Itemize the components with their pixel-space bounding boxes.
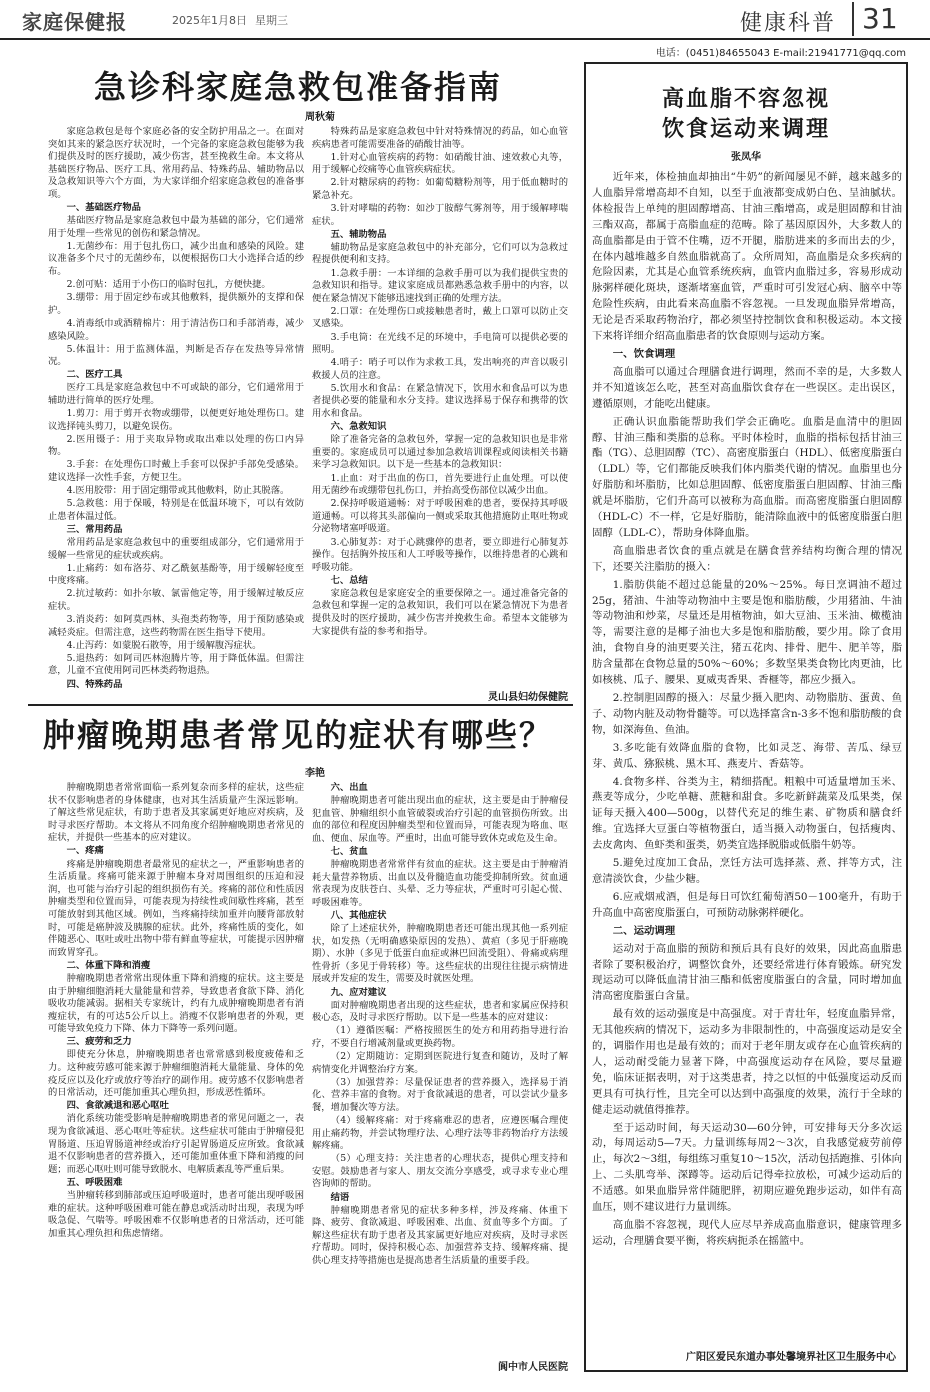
section-heading: 二、医疗工具 — [66, 369, 123, 381]
sidebar-title-line1: 高血脂不容忽视 — [661, 86, 830, 112]
paragraph: 3.多吃能有效降血脂的食物，比如灵芝、海带、苦瓜、绿豆芽、黄瓜、猕猴桃、黑木耳、燕麦片、香菇等。 — [592, 741, 902, 770]
paragraph: 5.急救毯：用于保暖，特别是在低温环境下，可以有效防止患者体温过低。 — [48, 498, 304, 522]
section-heading: 七、总结 — [330, 574, 368, 586]
section-heading: 八、其他症状 — [330, 909, 387, 921]
paragraph: 肿瘤晚期患者常常伴有贫血的症状。这主要是由于肿瘤消耗大量营养物质、出血以及骨髓造血功能受抑制所致。贫血通常表现为皮肤苍白、头晕、乏力等症状，严重时可引起心慌、呼吸困难等。 — [312, 859, 568, 908]
article-divider — [28, 704, 573, 706]
paragraph: 即使充分休息，肿瘤晚期患者也常常感到极度疲倦和乏力。这种疲劳感可能来源于肿瘤细胞消耗大量能量、身体的免疫反应以及化疗或放疗等治疗的副作用。疲劳感不仅影响患者的日常活动，还可能加重其心理负担，形成恶性循环。 — [48, 1049, 304, 1099]
section-name: 健康科普 — [740, 11, 837, 36]
section-heading: 六、出血 — [330, 782, 368, 793]
sidebar-author: 张凤华 — [731, 152, 761, 163]
paragraph: 高血脂可以通过合理膳食进行调理，然而不幸的是，大多数人并不知道该怎么吃，甚至对高血脂饮食存在一些误区。走出误区，遵循原则，才能吃出健康。 — [592, 365, 902, 410]
paragraph: 最有效的运动强度是中高强度。对于青壮年，轻度血脂异常，无其他疾病的情况下，运动多为非限制性的，中高强度运动是安全的，调脂作用也是最有效的；而对于老年朋友或存在心血管疾病的人，运动耐受能力显著下降，中高强度运动存在风险，要尽量避免，临床证据表明，对于这类患者，持之以恒的中低强度运动反而更具有可执行性，且完全可以达到中高强度的效果，流行于全球的健走运动就值得推荐。 — [592, 1008, 902, 1116]
paragraph: 4.消毒纸巾或酒精棉片：用于清洁伤口和手部消毒，减少感染风险。 — [48, 317, 304, 342]
article1-title: 急诊科家庭急救包准备指南 — [93, 68, 502, 106]
paragraph: 4.止泻药：如蒙脱石散等，用于缓解腹泻症状。 — [66, 639, 262, 651]
paragraph: 2.针对糖尿病的药物：如葡萄糖粉剂等，用于低血糖时的紧急补充。 — [312, 177, 568, 201]
paragraph: 3.消炎药：如阿莫西林、头孢类药物等，用于预防感染或减轻炎症。但需注意，这些药物需在医生指导下使用。 — [48, 614, 304, 638]
issue-date — [172, 12, 288, 28]
paragraph: 正确认识血脂能帮助我们学会正确吃。血脂是血清中的胆固醇、甘油三酯和类脂的总称。平时体检时，血脂的指标包括甘油三酯（TG）、总胆固醇（TC）、高密度脂蛋白（HDL）、低密度脂蛋白（LDL）等，它们都能反映我们体内脂类代谢的情况。血脂里也分好脂肪和坏脂肪，比如总胆固醇、低密度脂蛋白胆固醇、甘油三酯就是坏脂肪，它们升高可以被称为高血脂。而高密度脂蛋白胆固醇（HDL-C）不一样，它是好脂肪，能清除血液中的低密度脂蛋白胆固醇（LDL-C），帮助身体降血脂。 — [592, 415, 902, 539]
sidebar-credit: 广阳区爱民东道办事处馨境界社区卫生服务中心 — [686, 1352, 896, 1363]
paragraph: 2.创可贴：适用于小伤口的临时包扎，方便快捷。 — [66, 279, 271, 291]
paragraph: 疼痛是肿瘤晚期患者最常见的症状之一，严重影响患者的生活质量。疼痛可能来源于肿瘤本身对周围组织的压迫和浸润，也可能与治疗引起的组织损伤有关。疼痛的部位和性质因肿瘤类型和位置而异，可能表现为持续性或间歇性疼痛，甚至可能放射到其他区域。例如，当疼痛持续加重并向腰背部放射时，可能是癌肿波及胰腺的症状。此外，疼痛性质的变化，如伴随恶心、呕吐或吐出物中带有鲜血等症状，可能提示因肿瘤而致胃穿孔。 — [48, 858, 304, 958]
section-heading: 二、运动调理 — [612, 924, 676, 937]
paragraph: 2.控制胆固醇的摄入：尽量少摄入肥肉、动物脂肪、蛋黄、鱼子、动物内脏及动物骨髓等。可以选择富含n-3多不饱和脂肪酸的食物，如深海鱼、鱼油。 — [592, 692, 902, 736]
paragraph: 1.剪刀：用于剪开衣物或绷带，以便更好地处理伤口。建议选择钝头剪刀，以避免误伤。 — [48, 408, 304, 432]
paragraph: 1.急救手册：一本详细的急救手册可以为我们提供宝贵的急救知识和指导。建议家庭成员都熟悉急救手册中的内容，以便在紧急情况下能够迅速找到正确的处理方法。 — [312, 267, 568, 304]
section-heading: 一、疼痛 — [66, 845, 104, 857]
paragraph: 基础医疗物品是家庭急救包中最为基础的部分，它们通常用于处理一些常见的创伤和紧急情况。 — [48, 215, 304, 239]
paragraph: 辅助物品是家庭急救包中的补充部分，它们可以为急救过程提供便利和支持。 — [312, 241, 568, 266]
paragraph: 近年来，体检抽血却抽出“牛奶”的新闻屡见不鲜，越来越多的人血脂异常增高却不自知，以至于血液都变成奶白色、呈油腻状。体检报告上单纯的胆固醇增高、甘油三酯增高，或是胆固醇和甘油三酯双高，都属于高脂血症的范畴。除了基因原因外，大多数人的高血脂都是由于管不住嘴，迈不开腿，脂肪进来的多而出去的少，在体内越堆越多自然血脂就高了。众所周知，高血脂是众多疾病的危险因素，尤其是心血管系统疾病，血管内血脂过多，容易形成动脉粥样硬化斑块，逐渐堵塞血管，严重时可引发冠心病、脑卒中等危险性疾病，由此看来高血脂不容忽视。一旦发现血脂异常增高，无论是否采取药物治疗，都必须坚持控制饮食和积极运动。本文接下来将详细介绍高血脂患者的饮食原则与运动方案。 — [592, 171, 902, 343]
paragraph: 运动对于高血脂的预防和预后具有良好的效果，因此高血脂患者除了要积极治疗，调整饮食外，还要经常进行体育锻炼。研究发现运动可以降低血清甘油三酯和低密度脂蛋白的含量，同时增加血清高密度脂蛋白含量。 — [592, 942, 902, 1003]
section-heading: 四、食欲减退和恶心呕吐 — [66, 1100, 169, 1112]
paragraph: 1.针对心血管疾病的药物：如硝酸甘油、速效救心丸等，用于缓解心绞痛等心血管疾病症状。 — [312, 151, 568, 176]
article2-column-2 — [312, 782, 568, 1356]
paragraph: 1.无菌纱布：用于包扎伤口，减少出血和感染的风险。建议准备多个尺寸的无菌纱布，以便根据伤口大小选择合适的纱布。 — [48, 240, 304, 278]
sidebar-title — [586, 84, 906, 144]
page-number: 31 — [852, 2, 898, 36]
paragraph: 1.脂肪供能不超过总能量的20%～25%。每日烹调油不超过25g，猪油、牛油等动物油中主要是饱和脂肪酸，少用猪油、牛油等动物油和炒菜，尽量还是用植物油，如大豆油、玉米油、橄榄油等，需要注意的是椰子油也大多是饱和脂肪酸，要少用。除了食用油，食物自身的油更要关注，猪五花肉、排骨、肥牛、肥羊等，脂肪含量都在食物总量的50%～60%；多数坚果类食物比肉更油，比如核桃、瓜子、腰果、夏威夷香果、香榧等，都应少摄入。 — [592, 578, 902, 687]
article2-column-1 — [48, 782, 304, 1372]
paragraph: 5.退热药：如阿司匹林泡腾片等，用于降低体温。但需注意，儿童不宜使用阿司匹林类药物退热。 — [48, 652, 304, 677]
article2-title: 肿瘤晚期患者常见的症状有哪些？ — [42, 716, 553, 754]
sidebar-article — [584, 62, 908, 1372]
article1-column-1 — [48, 126, 304, 702]
paragraph: （1）遵循医嘱：严格按照医生的处方和用药指导进行治疗，不要自行增减剂量或更换药物。 — [312, 1025, 568, 1049]
paragraph: 高血脂患者饮食的重点就是在膳食营养结构均衡合理的情况下，还要关注脂肪的摄入： — [592, 544, 902, 573]
paragraph: 5.体温计：用于监测体温，判断是否存在发热等异常情况。 — [48, 343, 304, 368]
paragraph: 1.止血：对于出血的伤口，首先要进行止血处理。可以使用无菌纱布或绷带包扎伤口，并抬高受伤部位以减少出血。 — [312, 472, 568, 497]
paragraph: 3.手套：在处理伤口时戴上手套可以保护手部免受感染。建议选择一次性手套，方便卫生。 — [48, 459, 304, 484]
paragraph: 3.手电筒：在光线不足的环境中，手电筒可以提供必要的照明。 — [312, 331, 568, 356]
paragraph: 4.医用胶带：用于固定绷带或其他敷料，防止其脱落。 — [66, 485, 290, 497]
paragraph: 肿瘤晚期患者常见的症状多种多样，涉及疼痛、体重下降、疲劳、食欲减退、呼吸困难、出血、贫血等多个方面。了解这些症状有助于患者及其家属更好地应对疾病，及时寻求医疗帮助。同时，保持积极心态、加强营养支持、缓解疼痛、提供心理支持等措施也是提高患者生活质量的重要手段。 — [312, 1204, 568, 1266]
paragraph: 常用药品是家庭急救包中的重要组成部分，它们通常用于缓解一些常见的症状或疾病。 — [48, 537, 304, 561]
article2-credit: 阆中市人民医院 — [498, 1362, 568, 1373]
section-heading: 一、基础医疗物品 — [66, 202, 141, 214]
paragraph: 5.避免过度加工食品，烹饪方法可选择蒸、煮、拌等方式，注意清淡饮食，少盐少糖。 — [592, 857, 902, 885]
paragraph: 1.止痛药：如布洛芬、对乙酰氨基酚等，用于缓解轻度至中度疼痛。 — [48, 562, 304, 587]
masthead — [0, 0, 930, 40]
paragraph: 消化系统功能受影响是肿瘤晚期患者的常见问题之一，表现为食欲减退、恶心呕吐等症状。这些症状可能由于肿瘤侵犯胃肠道、压迫胃肠道神经或治疗引起胃肠道反应所致。食欲减退不仅影响患者的营养摄入，还可能加重体重下降和消瘦的问题；而恶心呕吐则可能导致脱水、电解质紊乱等严重后果。 — [48, 1113, 304, 1175]
paragraph: 3.绷带：用于固定纱布或其他敷料，提供额外的支撑和保护。 — [48, 292, 304, 316]
paragraph: 2.抗过敏药：如扑尔敏、氯雷他定等，用于缓解过敏反应症状。 — [48, 588, 304, 612]
section-heading: 七、贫血 — [330, 845, 368, 857]
contact-info: 电话：(0451)84655043 E-mail:21941771@qq.com — [655, 48, 906, 59]
paragraph: （4）缓解疼痛：对于疼痛难忍的患者，应遵医嘱合理使用止痛药物，并尝试物理疗法、心理疗法等非药物治疗方法缓解疼痛。 — [312, 1114, 568, 1152]
section-heading: 三、疲劳和乏力 — [66, 1036, 132, 1048]
date-text: 2025年1月8日 — [172, 14, 247, 27]
section-heading: 五、呼吸困难 — [66, 1176, 123, 1188]
paragraph: 家庭急救包是每个家庭必备的安全防护用品之一。在面对突如其来的紧急医疗状况时，一个完备的家庭急救包能够为我们提供及时的医疗援助，减少伤害，甚至挽救生命。本文将从基础医疗物品、医疗工具、常用药品、特殊药品、辅助物品以及急救知识等六个方面，为大家详细介绍家庭急救包的准备事项。 — [48, 126, 304, 200]
section-heading: 二、体重下降和消瘦 — [66, 959, 151, 971]
section-heading: 结语 — [330, 1191, 350, 1203]
paragraph: （5）心理支持：关注患者的心理状态，提供心理支持和安慰。鼓励患者与家人、朋友交流分享感受，或寻求专业心理咨询师的帮助。 — [312, 1153, 568, 1190]
sidebar-title-line2: 饮食运动来调理 — [661, 116, 830, 142]
paragraph: 3.心肺复苏：对于心跳骤停的患者，要立即进行心肺复苏操作。包括胸外按压和人工呼吸等操作，以维持患者的心跳和呼吸功能。 — [312, 536, 568, 573]
paragraph: 高血脂不容忽视，现代人应尽早养成高血脂意识，健康管理多运动，合理膳食要平衡，将疾病扼杀在摇篮中。 — [592, 1219, 902, 1247]
paragraph: 除了准备完备的急救包外，掌握一定的急救知识也是非常重要的。家庭成员可以通过参加急救培训课程或阅读相关书籍来学习急救知识。以下是一些基本的急救知识： — [312, 434, 568, 471]
paragraph: （3）加强营养：尽量保证患者的营养摄入，选择易于消化、营养丰富的食物。对于食欲减退的患者，可以尝试少量多餐，增加餐次等方法。 — [312, 1076, 568, 1113]
section-heading: 一、饮食调理 — [612, 347, 676, 360]
paragraph: （2）定期随访：定期到医院进行复查和随访，及时了解病情变化并调整治疗方案。 — [312, 1050, 568, 1075]
paragraph: 家庭急救包是家庭安全的重要保障之一。通过准备完备的急救包和掌握一定的急救知识，我们可以在紧急情况下为患者提供及时的医疗援助，减少伤害并挽救生命。希望本文能够为大家提供有益的参考和指导。 — [312, 587, 568, 637]
paragraph: 医疗工具是家庭急救包中不可或缺的部分，它们通常用于辅助进行简单的医疗处理。 — [48, 382, 304, 406]
section-heading: 四、特殊药品 — [66, 678, 123, 690]
section-heading: 三、常用药品 — [66, 523, 123, 535]
paragraph: 3.针对哮喘的药物：如沙丁胺醇气雾剂等，用于缓解哮喘症状。 — [312, 203, 568, 227]
paragraph: 4.哨子：哨子可以作为求救工具，发出响亮的声音以吸引救援人员的注意。 — [312, 357, 568, 381]
paragraph: 肿瘤晚期患者可能出现出血的症状，这主要是由于肿瘤侵犯血管、肿瘤组织小血管破裂或治疗引起的血管损伤所致。出血的部位和程度因肿瘤类型和位置而异，可能表现为咯血、呕血、便血、尿血等。严重时，出血可能导致休克或危及生命。 — [312, 795, 568, 844]
paragraph: 肿瘤晚期患者常常出现体重下降和消瘦的症状。这主要是由于肿瘤细胞消耗大量能量和营养，导致患者食欲下降、消化吸收功能减弱。据相关专家统计，约有九成肿瘤晚期患者有消瘦症状，有的可达5公斤以上。消瘦不仅影响患者的外观，更可能导致免疫力下降、体力下降等一系列问题。 — [48, 972, 304, 1035]
paragraph: 当肿瘤转移到肺部或压迫呼吸道时，患者可能出现呼吸困难的症状。这种呼吸困难可能在静息或活动时出现，表现为呼吸急促、气喘等。呼吸困难不仅影响患者的日常活动，还可能加重其心理负担和焦虑情绪。 — [48, 1190, 304, 1239]
paragraph: 5.饮用水和食品：在紧急情况下，饮用水和食品可以为患者提供必要的能量和水分支持。建议选择易于保存和携带的饮用水和食品。 — [312, 382, 568, 420]
paragraph: 2.医用镊子：用于夹取异物或取出难以处理的伤口内异物。 — [48, 433, 304, 458]
section-heading: 五、辅助物品 — [330, 228, 387, 240]
sidebar-body — [592, 170, 902, 1342]
paragraph: 肿瘤晚期患者常常面临一系列复杂而多样的症状，这些症状不仅影响患者的身体健康，也对其生活质量产生深远影响。了解这些常见症状，有助于患者及其家属更好地应对疾病，及时寻求医疗帮助。本文将从不同角度介绍肿瘤晚期患者常见的症状，并提供一些基本的应对建议。 — [48, 782, 304, 844]
paragraph: 2.保持呼吸道通畅：对于呼吸困难的患者，要保持其呼吸道通畅。可以将其头部偏向一侧或采取其他措施防止呕吐物或分泌物堵塞呼吸道。 — [312, 498, 568, 535]
newspaper-name: 家庭保健报 — [22, 10, 127, 34]
paragraph: 除了上述症状外，肿瘤晚期患者还可能出现其他一系列症状，如发热（无明确感染原因的发热）、黄疸（多见于肝癌晚期）、水肿（多见于低蛋白血症或淋巴回流受阻）、骨痛或病理性骨折（多见于骨转移）等。这些症状的出现往往提示病情进展或并发症的发生，需要及时就医处理。 — [312, 923, 568, 985]
paragraph: 6.应戒烟戒酒，但是每日可饮红葡萄酒50－100毫升，有助于升高血中高密度脂蛋白，可预防动脉粥样硬化。 — [592, 890, 902, 919]
article1-column-2 — [312, 126, 568, 686]
paragraph: 4.食物多样、谷类为主，精细搭配。粗粮中可适量增加玉米、燕麦等成分，少吃单糖、蔗糖和甜食。多吃新鲜蔬菜及瓜果类，保证每天摄入400—500g，以替代充足的维生素、矿物质和膳食纤维。宜选择大豆蛋白等植物蛋白，适当摄入动物蛋白，包括瘦肉、去皮禽肉、鱼虾类和蛋类，奶类宜选择脱脂或低脂牛奶等。 — [592, 775, 902, 852]
article2-author: 李艳 — [305, 768, 325, 779]
paragraph: 至于运动时间，每天运动30—60分钟，可安排每天分多次运动，每周运动5—7天。力量训练每周2～3次，自我感觉疲劳前停止，每次2～3组，每组练习重复10～15次，活动包括跑推、引体向上、二头肌弯举、深蹲等。运动后记得牵拉放松，可减少运动后的不适感。如果血脂异常伴随肥胖，初期应避免跑步运动，如伴有高血压，则不建议进行力量训练。 — [592, 1121, 902, 1214]
section-heading: 六、急救知识 — [330, 421, 387, 433]
article1-author: 周秋菊 — [305, 112, 335, 123]
section-heading: 九、应对建议 — [330, 986, 387, 998]
paragraph: 面对肿瘤晚期患者出现的这些症状，患者和家属应保持积极心态，及时寻求医疗帮助。以下是一些基本的应对建议： — [312, 999, 568, 1024]
paragraph: 特殊药品是家庭急救包中针对特殊情况的药品，如心血管疾病患者可能需要准备的硝酸甘油等。 — [312, 126, 568, 150]
weekday-text: 星期三 — [255, 14, 288, 27]
article1-credit: 灵山县妇幼保健院 — [488, 692, 568, 703]
paragraph: 2.口罩：在处理伤口或接触患者时，戴上口罩可以防止交叉感染。 — [312, 305, 568, 330]
